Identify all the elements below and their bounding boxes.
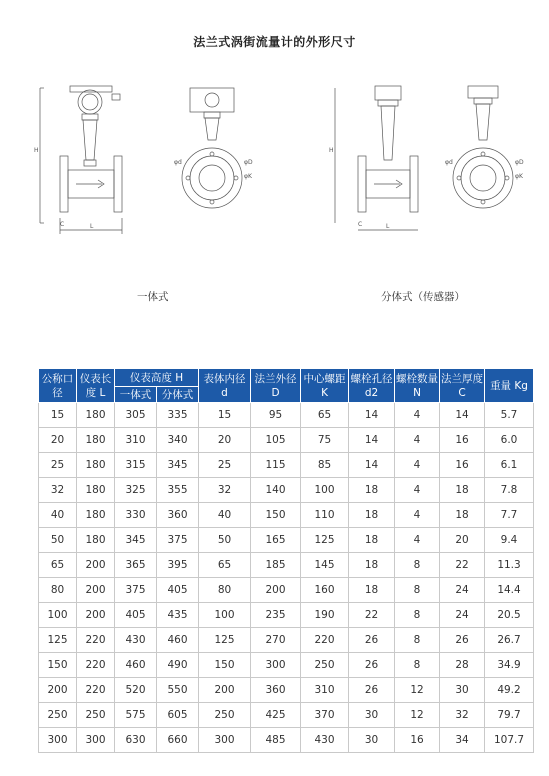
table-cell: 115 [251, 453, 301, 478]
table-row [39, 653, 534, 678]
table-cell: 200 [77, 603, 115, 628]
table-cell: 330 [115, 503, 157, 528]
label-l: L [90, 223, 94, 230]
table-cell: 460 [115, 653, 157, 678]
header-bore: 表体内径 d [199, 369, 251, 403]
table-cell: 7.8 [485, 478, 534, 503]
table-cell: 14 [440, 403, 485, 428]
table-cell: 9.4 [485, 528, 534, 553]
table-cell: 395 [157, 553, 199, 578]
table-cell: 65 [39, 553, 77, 578]
table-row [39, 703, 534, 728]
table-cell: 18 [349, 528, 395, 553]
label-d: φd [174, 159, 182, 166]
label-K: φK [244, 173, 252, 180]
table-cell: 310 [115, 428, 157, 453]
table-cell: 16 [440, 428, 485, 453]
table-cell: 360 [157, 503, 199, 528]
table-cell: 200 [199, 678, 251, 703]
table-cell: 200 [77, 578, 115, 603]
table-row [39, 428, 534, 453]
split-side-view [453, 86, 513, 208]
table-cell: 165 [251, 528, 301, 553]
table-cell: 180 [77, 528, 115, 553]
table-cell: 107.7 [485, 728, 534, 753]
table-cell: 15 [199, 403, 251, 428]
table-cell: 220 [77, 653, 115, 678]
label-c: C [60, 221, 65, 228]
table-cell: 26.7 [485, 628, 534, 653]
header-weight: 重量 Kg [485, 369, 534, 403]
table-cell: 335 [157, 403, 199, 428]
table-cell: 25 [199, 453, 251, 478]
table-cell: 18 [349, 503, 395, 528]
table-cell: 32 [199, 478, 251, 503]
table-cell: 4 [395, 503, 440, 528]
table-row [39, 603, 534, 628]
table-cell: 435 [157, 603, 199, 628]
table-cell: 65 [199, 553, 251, 578]
table-cell: 6.0 [485, 428, 534, 453]
table-cell: 490 [157, 653, 199, 678]
table-cell: 125 [199, 628, 251, 653]
table-cell: 235 [251, 603, 301, 628]
table-cell: 18 [440, 478, 485, 503]
integrated-side-view [182, 88, 242, 208]
table-cell: 105 [251, 428, 301, 453]
table-cell: 300 [199, 728, 251, 753]
table-cell: 315 [115, 453, 157, 478]
table-cell: 345 [115, 528, 157, 553]
table-cell: 160 [301, 578, 349, 603]
table-cell: 18 [440, 503, 485, 528]
table-cell: 15 [39, 403, 77, 428]
table-cell: 660 [157, 728, 199, 753]
table-cell: 110 [301, 503, 349, 528]
header-bolt-circle: 中心螺距 K [301, 369, 349, 403]
table-cell: 250 [199, 703, 251, 728]
table-cell: 14 [349, 428, 395, 453]
table-cell: 185 [251, 553, 301, 578]
table-cell: 8 [395, 628, 440, 653]
table-cell: 18 [349, 578, 395, 603]
table-cell: 32 [39, 478, 77, 503]
table-cell: 485 [251, 728, 301, 753]
table-cell: 520 [115, 678, 157, 703]
table-cell: 4 [395, 453, 440, 478]
caption-split: 分体式（传感器） [381, 291, 465, 303]
table-cell: 12 [395, 703, 440, 728]
table-cell: 630 [115, 728, 157, 753]
table-cell: 28 [440, 653, 485, 678]
label-K-split: φK [515, 173, 523, 180]
header-height-integrated: 一体式 [115, 387, 157, 403]
table-cell: 8 [395, 653, 440, 678]
table-cell: 79.7 [485, 703, 534, 728]
table-cell: 325 [115, 478, 157, 503]
table-cell: 14.4 [485, 578, 534, 603]
label-d-split: φd [445, 159, 453, 166]
table-cell: 300 [251, 653, 301, 678]
table-cell: 20 [440, 528, 485, 553]
table-cell: 305 [115, 403, 157, 428]
table-cell: 150 [39, 653, 77, 678]
table-cell: 40 [39, 503, 77, 528]
table-cell: 49.2 [485, 678, 534, 703]
table-cell: 14 [349, 403, 395, 428]
table-cell: 145 [301, 553, 349, 578]
table-cell: 7.7 [485, 503, 534, 528]
split-front-view [335, 86, 418, 230]
table-cell: 20 [39, 428, 77, 453]
table-cell: 100 [301, 478, 349, 503]
table-row [39, 678, 534, 703]
table-row [39, 478, 534, 503]
header-height-split: 分体式 [157, 387, 199, 403]
header-flange-od: 法兰外径 D [251, 369, 301, 403]
table-cell: 550 [157, 678, 199, 703]
table-cell: 370 [301, 703, 349, 728]
table-cell: 34 [440, 728, 485, 753]
header-height: 仪表高度 H [115, 369, 199, 387]
table-cell: 12 [395, 678, 440, 703]
table-cell: 375 [115, 578, 157, 603]
table-cell: 65 [301, 403, 349, 428]
table-cell: 460 [157, 628, 199, 653]
table-cell: 250 [77, 703, 115, 728]
table-cell: 180 [77, 403, 115, 428]
table-cell: 355 [157, 478, 199, 503]
table-cell: 360 [251, 678, 301, 703]
label-h: H [34, 147, 39, 154]
table-cell: 270 [251, 628, 301, 653]
table-cell: 375 [157, 528, 199, 553]
table-cell: 605 [157, 703, 199, 728]
header-length: 仪表长度 L [77, 369, 115, 403]
table-cell: 220 [77, 678, 115, 703]
label-D-split: φD [515, 159, 524, 166]
table-cell: 22 [349, 603, 395, 628]
table-row [39, 403, 534, 428]
label-h-split: H [329, 147, 334, 154]
table-cell: 300 [77, 728, 115, 753]
dimension-drawings [30, 78, 530, 258]
table-cell: 140 [251, 478, 301, 503]
table-cell: 8 [395, 553, 440, 578]
table-cell: 26 [440, 628, 485, 653]
table-cell: 18 [349, 478, 395, 503]
table-cell: 125 [39, 628, 77, 653]
table-cell: 14 [349, 453, 395, 478]
table-cell: 25 [39, 453, 77, 478]
table-cell: 30 [349, 728, 395, 753]
table-cell: 200 [77, 553, 115, 578]
table-cell: 340 [157, 428, 199, 453]
table-cell: 8 [395, 578, 440, 603]
table-cell: 345 [157, 453, 199, 478]
table-cell: 125 [301, 528, 349, 553]
table-cell: 310 [301, 678, 349, 703]
label-c-split: C [358, 221, 363, 228]
table-cell: 575 [115, 703, 157, 728]
table-cell: 250 [39, 703, 77, 728]
table-cell: 150 [199, 653, 251, 678]
header-dn: 公称口径 [39, 369, 77, 403]
table-row [39, 528, 534, 553]
header-flange-thickness: 法兰厚度 C [440, 369, 485, 403]
table-cell: 100 [39, 603, 77, 628]
table-cell: 190 [301, 603, 349, 628]
table-cell: 20.5 [485, 603, 534, 628]
header-bolt-count: 螺栓数量 N [395, 369, 440, 403]
table-cell: 180 [77, 428, 115, 453]
table-row [39, 453, 534, 478]
table-cell: 85 [301, 453, 349, 478]
table-cell: 180 [77, 453, 115, 478]
label-D: φD [244, 159, 253, 166]
caption-integrated: 一体式 [137, 291, 169, 303]
table-cell: 75 [301, 428, 349, 453]
table-cell: 95 [251, 403, 301, 428]
table-cell: 22 [440, 553, 485, 578]
dimension-table [38, 368, 534, 753]
table-row [39, 728, 534, 753]
table-cell: 30 [440, 678, 485, 703]
table-cell: 180 [77, 478, 115, 503]
table-cell: 4 [395, 478, 440, 503]
integrated-front-view [40, 86, 122, 234]
table-cell: 150 [251, 503, 301, 528]
table-row [39, 553, 534, 578]
table-row [39, 578, 534, 603]
table-cell: 300 [39, 728, 77, 753]
table-row [39, 628, 534, 653]
table-cell: 26 [349, 628, 395, 653]
table-cell: 16 [440, 453, 485, 478]
table-cell: 80 [39, 578, 77, 603]
table-cell: 4 [395, 403, 440, 428]
table-cell: 100 [199, 603, 251, 628]
table-cell: 50 [39, 528, 77, 553]
table-row [39, 503, 534, 528]
table-cell: 30 [349, 703, 395, 728]
table-cell: 220 [77, 628, 115, 653]
table-cell: 24 [440, 578, 485, 603]
table-cell: 26 [349, 678, 395, 703]
table-cell: 220 [301, 628, 349, 653]
table-cell: 430 [301, 728, 349, 753]
table-cell: 425 [251, 703, 301, 728]
table-cell: 26 [349, 653, 395, 678]
header-bolt-hole: 螺栓孔径 d2 [349, 369, 395, 403]
table-cell: 18 [349, 553, 395, 578]
table-cell: 200 [39, 678, 77, 703]
table-cell: 40 [199, 503, 251, 528]
table-cell: 5.7 [485, 403, 534, 428]
label-l-split: L [386, 223, 390, 230]
table-cell: 4 [395, 428, 440, 453]
table-cell: 6.1 [485, 453, 534, 478]
page-title: 法兰式涡街流量计的外形尺寸 [193, 35, 356, 49]
table-cell: 80 [199, 578, 251, 603]
table-cell: 24 [440, 603, 485, 628]
table-cell: 200 [251, 578, 301, 603]
table-cell: 405 [115, 603, 157, 628]
table-cell: 11.3 [485, 553, 534, 578]
table-cell: 16 [395, 728, 440, 753]
table-cell: 50 [199, 528, 251, 553]
table-body [39, 403, 534, 753]
table-cell: 250 [301, 653, 349, 678]
table-cell: 365 [115, 553, 157, 578]
table-cell: 8 [395, 603, 440, 628]
table-cell: 34.9 [485, 653, 534, 678]
table-cell: 430 [115, 628, 157, 653]
table-cell: 20 [199, 428, 251, 453]
table-cell: 32 [440, 703, 485, 728]
table-cell: 4 [395, 528, 440, 553]
table-cell: 180 [77, 503, 115, 528]
table-cell: 405 [157, 578, 199, 603]
